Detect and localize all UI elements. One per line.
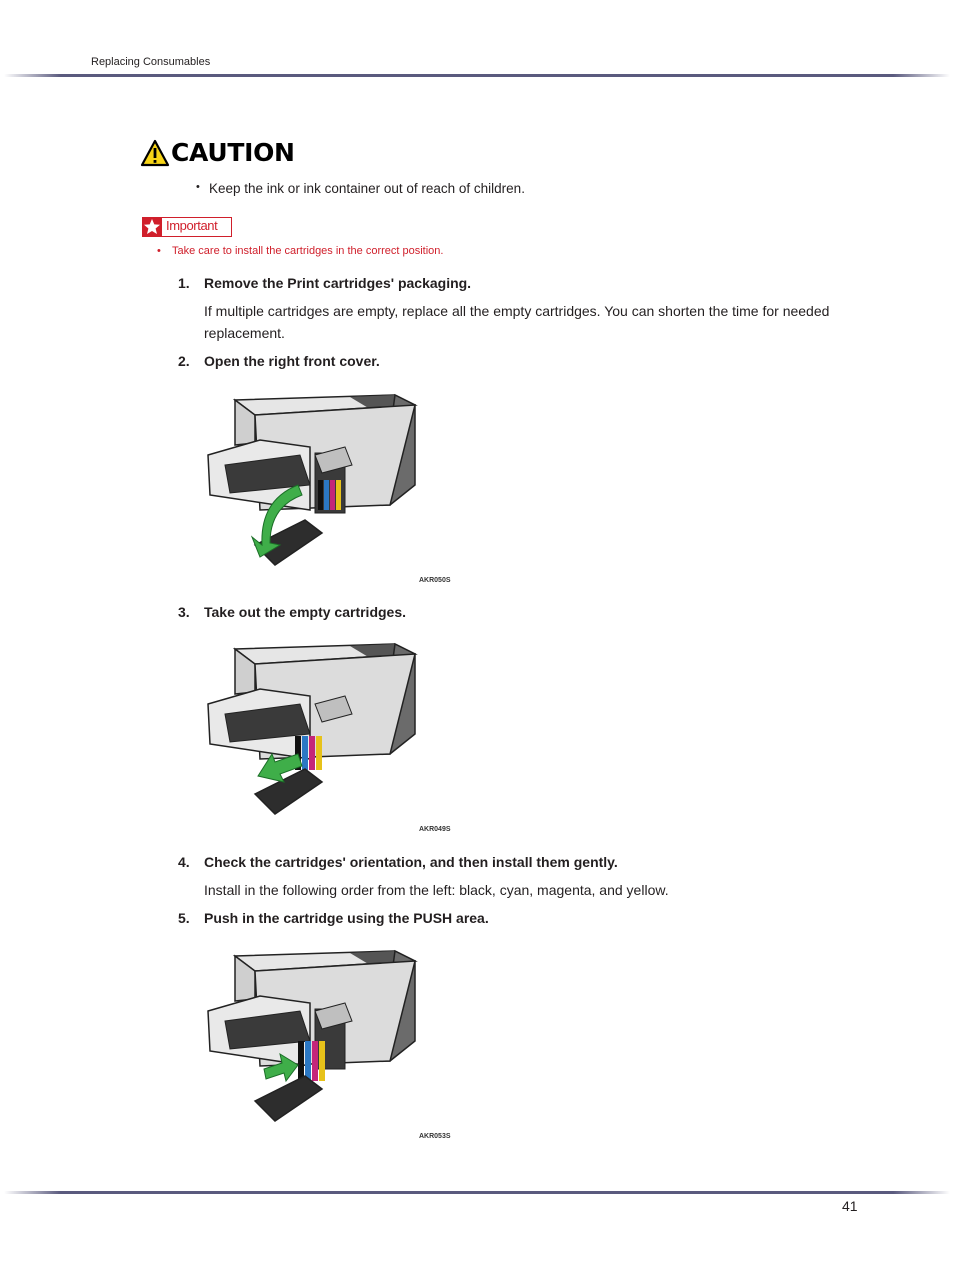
step-4-detail: Install in the following order from the left: black, cyan, magenta, and yellow. <box>204 882 669 898</box>
printer-illustration-push-cartridge <box>200 941 450 1141</box>
printer-illustration-remove-cartridges <box>200 634 450 834</box>
step-title: Check the cartridges' orientation, and then install them gently. <box>204 854 618 870</box>
printer-icon <box>208 951 415 1121</box>
step-2 <box>178 353 380 369</box>
important-heading <box>142 217 232 237</box>
header-rule <box>4 74 950 77</box>
page-number: 41 <box>842 1198 858 1214</box>
warning-triangle-icon <box>140 139 170 167</box>
footer-rule <box>4 1191 950 1194</box>
step-number: 5. <box>178 910 190 926</box>
figure-code: AKR053S <box>419 1133 451 1140</box>
figure-code: AKR049S <box>419 826 451 833</box>
important-item-text: Take care to install the cartridges in the correct position. <box>172 245 444 257</box>
bullet-icon: • <box>196 181 200 193</box>
printer-illustration-open-cover <box>200 385 450 585</box>
step-number: 1. <box>178 275 190 291</box>
step-5 <box>178 910 489 926</box>
step-4 <box>178 854 618 870</box>
step-1-detail: If multiple cartridges are empty, replace all the empty cartridges. You can shorten the time for needed replacement. <box>204 303 830 341</box>
bullet-icon: • <box>157 245 161 257</box>
caution-item-text: Keep the ink or ink container out of reach of children. <box>209 181 525 196</box>
printer-icon <box>208 395 415 565</box>
figure-code: AKR050S <box>419 577 451 584</box>
important-label: Important <box>166 218 218 233</box>
caution-heading <box>140 138 295 168</box>
step-title: Push in the cartridge using the PUSH area. <box>204 910 489 926</box>
step-number: 2. <box>178 353 190 369</box>
step-title: Open the right front cover. <box>204 353 380 369</box>
step-1 <box>178 275 472 291</box>
step-number: 4. <box>178 854 190 870</box>
step-number: 3. <box>178 604 190 620</box>
caution-label: CAUTION <box>171 138 295 167</box>
caution-item <box>196 181 525 196</box>
running-header: Replacing Consumables <box>91 56 211 68</box>
printer-icon <box>208 644 415 814</box>
step-title: Remove the Print cartridges' packaging. <box>204 275 472 291</box>
star-icon <box>142 217 162 237</box>
star-badge <box>142 217 162 237</box>
important-item <box>157 245 444 257</box>
step-title: Take out the empty cartridges. <box>204 604 407 620</box>
step-3 <box>178 604 407 620</box>
